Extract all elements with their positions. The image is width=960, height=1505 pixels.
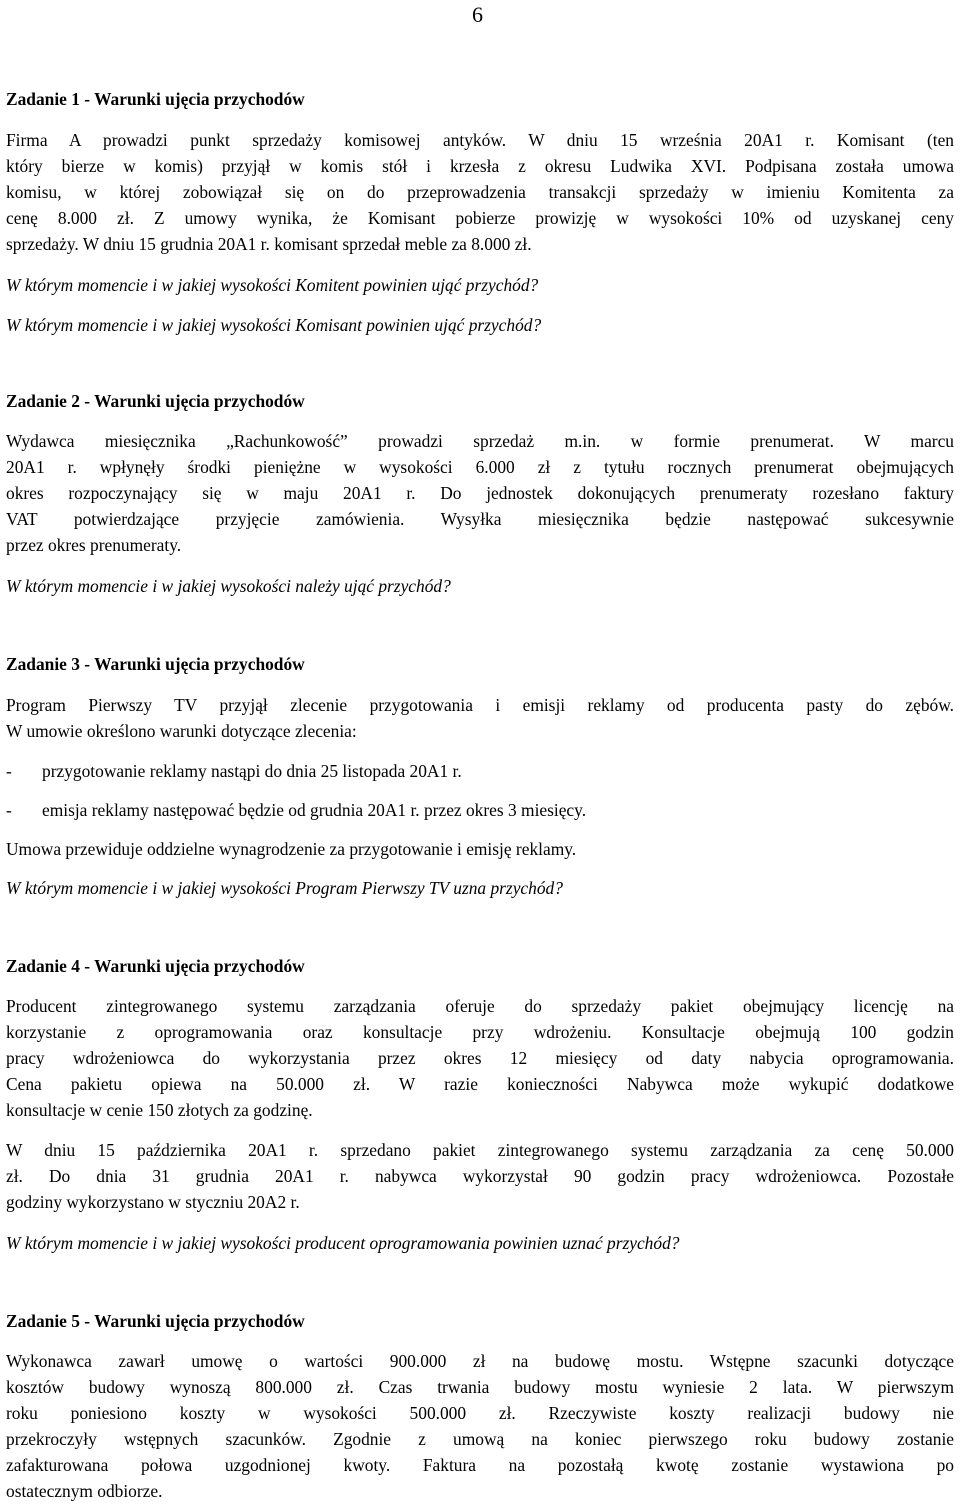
task-4-line-2: korzystanie z oprogramowania oraz konsultacje przy wdrożeniu. Konsultacje obejmują 100 godzin	[6, 1022, 954, 1042]
task-5-line-4: przekroczyły wstępnych szacunków. Zgodnie z umową na koniec pierwszego roku budowy zostanie	[6, 1429, 954, 1449]
task-1-line-5: sprzedaży. W dniu 15 grudnia 20A1 r. komisant sprzedał meble za 8.000 zł.	[6, 234, 532, 254]
task-4-line-3: pracy wdrożeniowca do wykorzystania przez okres 12 miesięcy od daty nabycia oprogramowania.	[6, 1048, 954, 1068]
task-4-line-6: W dniu 15 października 20A1 r. sprzedano pakiet zintegrowanego systemu zarządzania za cenę 50.000	[6, 1140, 954, 1160]
task-1-line-2: który bierze w komis) przyjął w komis stół i krzesła z okresu Ludwika XVI. Podpisana została umowa	[6, 156, 954, 176]
task-1-question-1: W którym momencie i w jakiej wysokości Komitent powinien ująć przychód?	[6, 275, 539, 295]
task-5-line-6: ostatecznym odbiorze.	[6, 1481, 163, 1501]
task-1-line-3: komisu, w której zobowiązał się on do przeprowadzenia transakcji sprzedaży w imieniu Komitenta za	[6, 182, 954, 202]
task-2-heading: Zadanie 2 - Warunki ujęcia przychodów	[6, 391, 305, 411]
task-3-question-1: W którym momencie i w jakiej wysokości Program Pierwszy TV uzna przychód?	[6, 878, 563, 898]
task-5-line-2: kosztów budowy wynoszą 800.000 zł. Czas trwania budowy mostu wyniesie 2 lata. W pierwszym	[6, 1377, 954, 1397]
task-1-line-4: cenę 8.000 zł. Z umowy wynika, że Komisant pobierze prowizję w wysokości 10% od uzyskanej ceny	[6, 208, 954, 228]
task-3-heading: Zadanie 3 - Warunki ujęcia przychodów	[6, 654, 305, 674]
task-4-line-4: Cena pakietu opiewa na 50.000 zł. W razie konieczności Nabywca może wykupić dodatkowe	[6, 1074, 954, 1094]
task-2-line-2: 20A1 r. wpłynęły środki pieniężne w wysokości 6.000 zł z tytułu rocznych prenumerat obejmujących	[6, 457, 954, 477]
task-3-after: Umowa przewiduje oddzielne wynagrodzenie za przygotowanie i emisję reklamy.	[6, 839, 577, 859]
task-1-question-2: W którym momencie i w jakiej wysokości Komisant powinien ująć przychód?	[6, 315, 542, 335]
task-2-line-4: VAT potwierdzające przyjęcie zamówienia. Wysyłka miesięcznika będzie następować sukcesywnie	[6, 509, 954, 529]
task-2-line-3: okres rozpoczynający się w maju 20A1 r. Do jednostek dokonujących prenumeraty rozesłano faktury	[6, 483, 954, 503]
task-1-line-1: Firma A prowadzi punkt sprzedaży komisowej antyków. W dniu 15 września 20A1 r. Komisant (ten	[6, 130, 954, 150]
task-4-heading: Zadanie 4 - Warunki ujęcia przychodów	[6, 956, 305, 976]
task-3-list-bullet-2: -	[6, 800, 12, 820]
task-5-line-5: zafakturowana połowa uzgodnionej kwoty. Faktura na pozostałą kwotę zostanie wystawiona po	[6, 1455, 954, 1475]
task-2-line-1: Wydawca miesięcznika „Rachunkowość” prowadzi sprzedaż m.in. w formie prenumerat. W marcu	[6, 431, 954, 451]
task-4-question-1: W którym momencie i w jakiej wysokości producent oprogramowania powinien uznać przychód?	[6, 1233, 680, 1253]
task-4-line-5: konsultacje w cenie 150 złotych za godzinę.	[6, 1100, 313, 1120]
task-5-heading: Zadanie 5 - Warunki ujęcia przychodów	[6, 1311, 305, 1331]
task-3-line-1: Program Pierwszy TV przyjął zlecenie przygotowania i emisji reklamy od producenta pasty do zębów.	[6, 695, 954, 715]
task-5-line-1: Wykonawca zawarł umowę o wartości 900.000 zł na budowę mostu. Wstępne szacunki dotyczące	[6, 1351, 954, 1371]
task-4-line-7: zł. Do dnia 31 grudnia 20A1 r. nabywca wykorzystał 90 godzin pracy wdrożeniowca. Pozostałe	[6, 1166, 954, 1186]
task-5-line-3: roku poniesiono koszty w wysokości 500.000 zł. Rzeczywiste koszty realizacji budowy nie	[6, 1403, 954, 1423]
task-1-heading: Zadanie 1 - Warunki ujęcia przychodów	[6, 89, 305, 109]
task-3-list-bullet-1: -	[6, 761, 12, 781]
task-4-line-1: Producent zintegrowanego systemu zarządzania oferuje do sprzedaży pakiet obejmujący licencję na	[6, 996, 954, 1016]
task-4-line-8: godziny wykorzystano w styczniu 20A2 r.	[6, 1192, 300, 1212]
page-number: 6	[472, 2, 483, 27]
task-3-list-item-2: emisja reklamy następować będzie od grudnia 20A1 r. przez okres 3 miesięcy.	[42, 800, 587, 820]
task-2-line-5: przez okres prenumeraty.	[6, 535, 182, 555]
task-3-line-2: W umowie określono warunki dotyczące zlecenia:	[6, 721, 357, 741]
task-3-list-item-1: przygotowanie reklamy nastąpi do dnia 25 listopada 20A1 r.	[42, 761, 462, 781]
task-2-question-1: W którym momencie i w jakiej wysokości należy ująć przychód?	[6, 576, 451, 596]
